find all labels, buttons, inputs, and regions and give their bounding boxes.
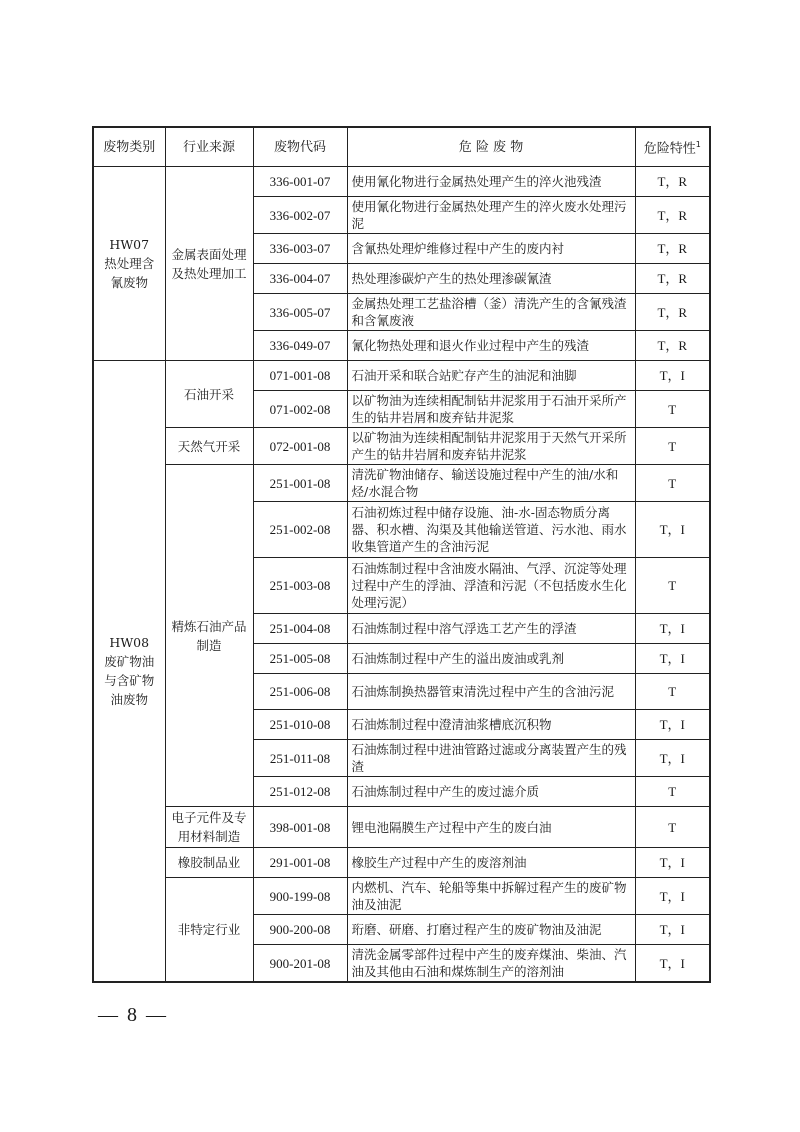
table-body	[93, 167, 710, 983]
industry-cell	[165, 807, 253, 848]
category-line: 与含矿物	[104, 673, 155, 688]
waste-description-cell: 珩磨、研磨、打磨过程产生的废矿物油及油泥	[347, 915, 635, 945]
header-waste: 危 险 废 物	[347, 127, 635, 167]
industry-cell	[165, 428, 253, 465]
waste-code-cell: 251-012-08	[253, 777, 347, 807]
waste-description-cell: 清洗金属零部件过程中产生的废弃煤油、柴油、汽油及其他由石油和煤炼制生产的溶剂油	[347, 945, 635, 983]
waste-code-cell: 336-005-07	[253, 294, 347, 331]
category-cell	[93, 361, 165, 983]
table-row	[93, 878, 710, 915]
waste-code-cell: 251-004-08	[253, 614, 347, 644]
page-number: — 8 —	[98, 1004, 168, 1026]
table-row	[93, 361, 710, 391]
hazard-property-cell: T，R	[635, 197, 710, 234]
waste-description-cell: 石油开采和联合站贮存产生的油泥和油脚	[347, 361, 635, 391]
waste-description-cell: 橡胶生产过程中产生的废溶剂油	[347, 848, 635, 878]
hazard-property-cell: T	[635, 674, 710, 710]
table-row	[93, 848, 710, 878]
footnote-marker: 1	[695, 140, 701, 150]
category-line: 氰废物	[110, 275, 148, 290]
industry-line: 制造	[196, 637, 222, 653]
hazard-property-cell: T，I	[635, 945, 710, 983]
waste-description-cell: 石油炼制换热器管束清洗过程中产生的含油污泥	[347, 674, 635, 710]
waste-description-cell: 石油炼制过程中含油废水隔油、气浮、沉淀等处理过程中产生的浮油、浮渣和污泥（不包括废水生化处理污泥）	[347, 558, 635, 614]
industry-line: 橡胶制品业	[177, 855, 241, 870]
category-line: HW07	[109, 237, 150, 252]
waste-code-cell: 251-006-08	[253, 674, 347, 710]
hazard-property-cell: T，I	[635, 502, 710, 558]
waste-code-cell: 251-002-08	[253, 502, 347, 558]
table-row	[93, 465, 710, 502]
waste-code-cell: 251-001-08	[253, 465, 347, 502]
header-category: 废物类别	[93, 127, 165, 167]
waste-description-cell: 锂电池隔膜生产过程中产生的废白油	[347, 807, 635, 848]
hazard-property-cell: T	[635, 558, 710, 614]
waste-description-cell: 石油炼制过程中澄清油浆槽底沉积物	[347, 710, 635, 740]
category-line: HW08	[109, 635, 150, 650]
waste-code-cell: 336-004-07	[253, 264, 347, 294]
waste-code-cell: 071-002-08	[253, 391, 347, 428]
industry-line: 非特定行业	[177, 922, 241, 937]
waste-description-cell: 石油炼制过程中进油管路过滤或分离装置产生的残渣	[347, 740, 635, 777]
hazardous-waste-table	[92, 126, 711, 983]
table-header-row	[93, 127, 710, 167]
hazard-property-cell: T，I	[635, 644, 710, 674]
waste-description-cell: 清洗矿物油储存、输送设施过程中产生的油/水和烃/水混合物	[347, 465, 635, 502]
hazard-property-cell: T	[635, 807, 710, 848]
waste-code-cell: 251-010-08	[253, 710, 347, 740]
waste-description-cell: 金属热处理工艺盐浴槽（釜）清洗产生的含氰残渣和含氰废液	[347, 294, 635, 331]
category-line: 油废物	[110, 692, 148, 707]
waste-code-cell: 251-011-08	[253, 740, 347, 777]
waste-description-cell: 含氰热处理炉维修过程中产生的废内衬	[347, 234, 635, 264]
hazard-property-cell: T，R	[635, 264, 710, 294]
waste-description-cell: 石油炼制过程中产生的溢出废油或乳剂	[347, 644, 635, 674]
industry-cell	[165, 878, 253, 983]
waste-description-cell: 石油炼制过程中产生的废过滤介质	[347, 777, 635, 807]
industry-line: 石油开采	[183, 386, 234, 402]
waste-description-cell: 内燃机、汽车、轮船等集中拆解过程产生的废矿物油及油泥	[347, 878, 635, 915]
waste-code-cell: 072-001-08	[253, 428, 347, 465]
waste-code-cell: 336-002-07	[253, 197, 347, 234]
hazard-property-cell: T	[635, 465, 710, 502]
table-row	[93, 807, 710, 848]
hazard-property-cell: T，R	[635, 331, 710, 361]
hazard-property-cell: T，R	[635, 167, 710, 197]
hazard-property-cell: T，I	[635, 361, 710, 391]
industry-cell	[165, 167, 253, 361]
waste-code-cell: 900-199-08	[253, 878, 347, 915]
industry-line: 精炼石油产品	[171, 618, 247, 634]
waste-code-cell: 291-001-08	[253, 848, 347, 878]
hazard-property-cell: T，I	[635, 740, 710, 777]
industry-line: 天然气开采	[177, 438, 241, 454]
category-cell	[93, 167, 165, 361]
header-code: 废物代码	[253, 127, 347, 167]
waste-code-cell: 900-201-08	[253, 945, 347, 983]
waste-code-cell: 251-003-08	[253, 558, 347, 614]
waste-description-cell: 以矿物油为连续相配制钻井泥浆用于天然气开采所产生的钻井岩屑和废弃钻井泥浆	[347, 428, 635, 465]
table-row	[93, 167, 710, 197]
waste-code-cell: 251-005-08	[253, 644, 347, 674]
waste-description-cell: 氰化物热处理和退火作业过程中产生的残渣	[347, 331, 635, 361]
waste-code-cell: 336-001-07	[253, 167, 347, 197]
industry-cell	[165, 361, 253, 428]
waste-description-cell: 热处理渗碳炉产生的热处理渗碳氰渣	[347, 264, 635, 294]
industry-line: 电子元件及专	[171, 810, 247, 825]
waste-description-cell: 以矿物油为连续相配制钻井泥浆用于石油开采所产生的钻井岩屑和废弃钻井泥浆	[347, 391, 635, 428]
hazard-property-cell: T，I	[635, 915, 710, 945]
waste-description-cell: 使用氰化物进行金属热处理产生的淬火废水处理污泥	[347, 197, 635, 234]
hazard-property-cell: T，R	[635, 294, 710, 331]
waste-code-cell: 900-200-08	[253, 915, 347, 945]
hazard-property-cell: T，I	[635, 614, 710, 644]
waste-code-cell: 336-049-07	[253, 331, 347, 361]
waste-code-cell: 398-001-08	[253, 807, 347, 848]
waste-code-cell: 336-003-07	[253, 234, 347, 264]
hazard-property-cell: T，I	[635, 878, 710, 915]
category-line: 废矿物油	[104, 654, 155, 669]
industry-line: 及热处理加工	[171, 265, 247, 281]
header-property	[635, 127, 710, 167]
table-row	[93, 428, 710, 465]
waste-description-cell: 石油炼制过程中溶气浮选工艺产生的浮渣	[347, 614, 635, 644]
header-industry: 行业来源	[165, 127, 253, 167]
industry-cell	[165, 465, 253, 807]
category-line: 热处理含	[104, 256, 155, 271]
header-property-label: 危险特性	[643, 141, 696, 157]
hazard-property-cell: T	[635, 777, 710, 807]
hazard-property-cell: T	[635, 391, 710, 428]
hazard-property-cell: T，I	[635, 710, 710, 740]
hazard-property-cell: T，R	[635, 234, 710, 264]
industry-line: 金属表面处理	[171, 246, 247, 262]
waste-description-cell: 石油初炼过程中储存设施、油-水-固态物质分离器、积水槽、沟渠及其他输送管道、污水池、雨水收集管道产生的含油污泥	[347, 502, 635, 558]
hazard-property-cell: T，I	[635, 848, 710, 878]
hazard-property-cell: T	[635, 428, 710, 465]
industry-line: 用材料制造	[177, 829, 241, 844]
waste-description-cell: 使用氰化物进行金属热处理产生的淬火池残渣	[347, 167, 635, 197]
waste-code-cell: 071-001-08	[253, 361, 347, 391]
industry-cell	[165, 848, 253, 878]
